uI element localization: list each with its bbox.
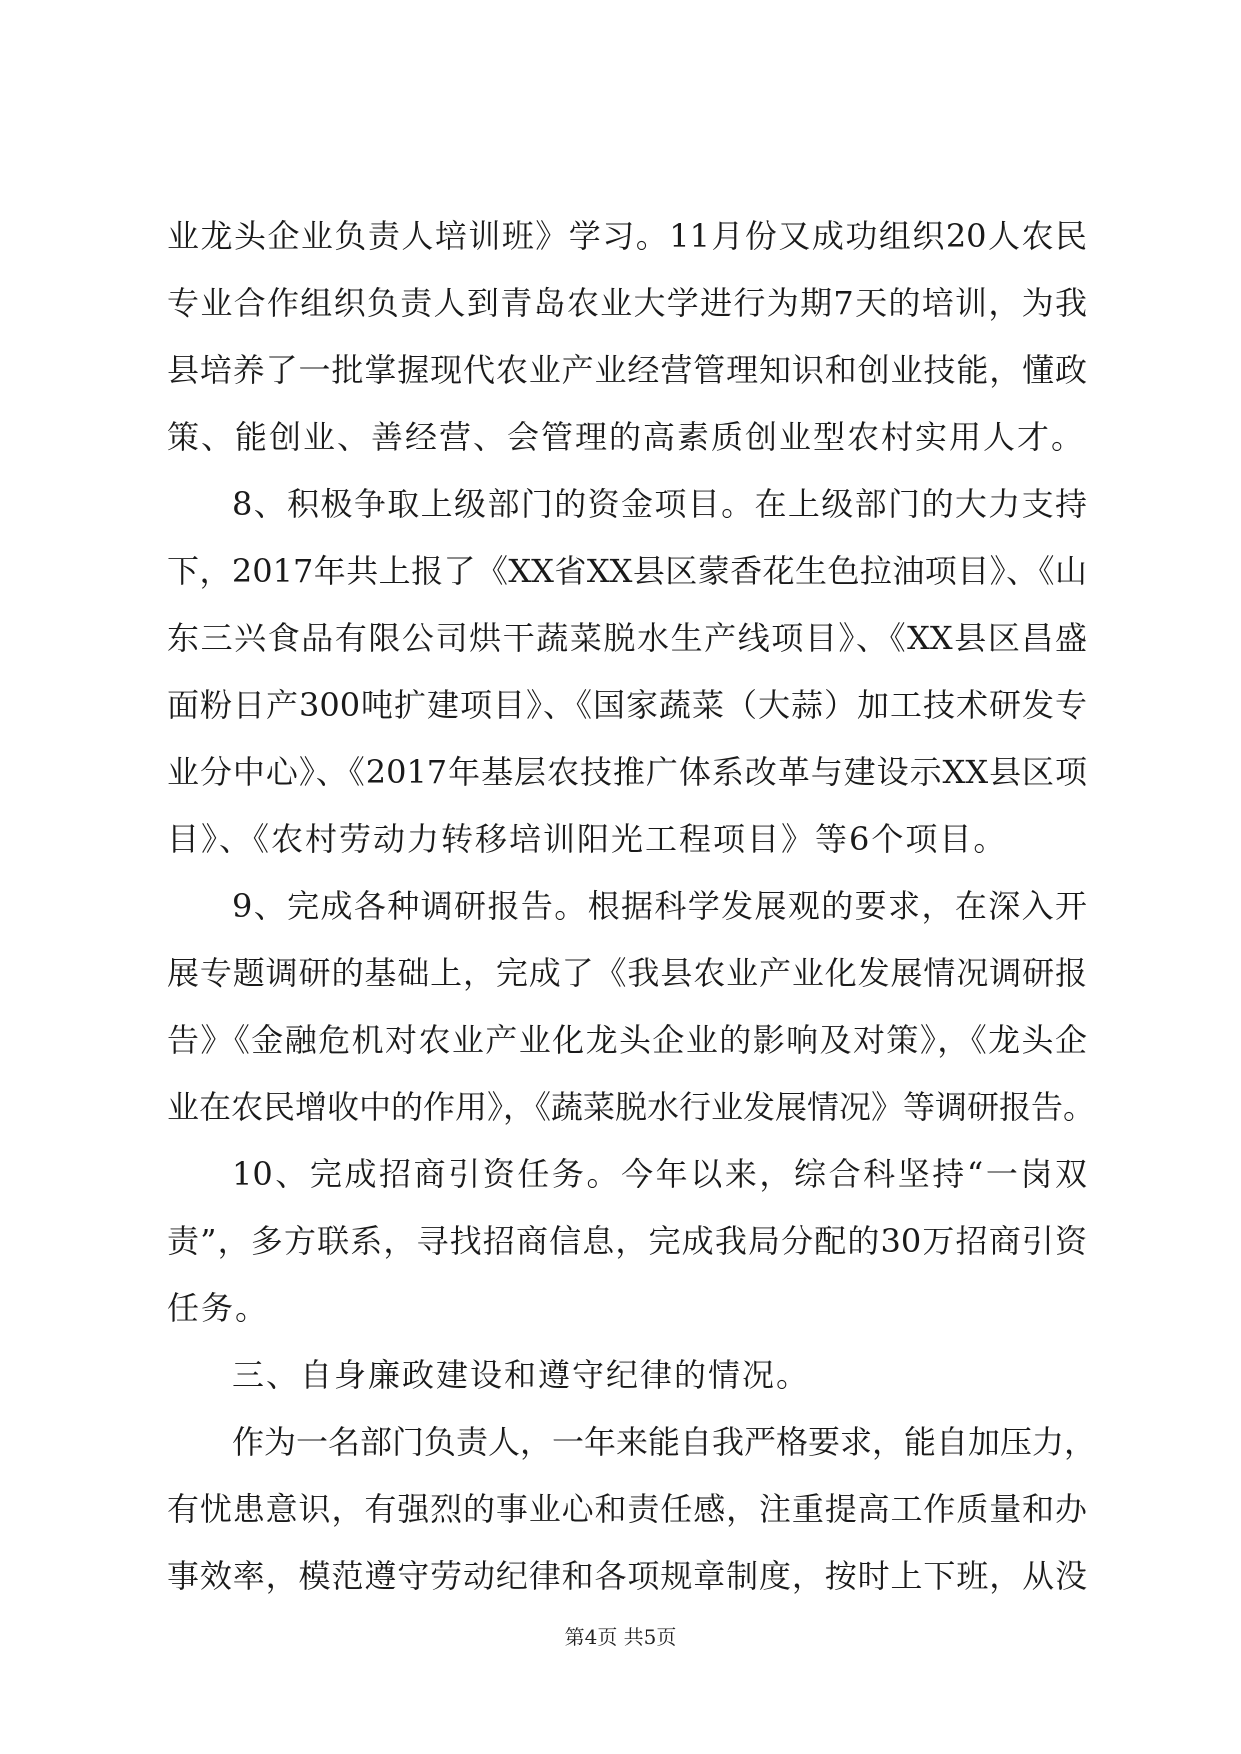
text-line: 目》、《农村劳动力转移培训阳光工程项目》等6个项目。: [167, 820, 1008, 858]
text-line: 东三兴食品有限公司烘干蔬菜脱水生产线项目》、《XX县区昌盛: [167, 619, 1087, 657]
paragraph-10-heading-line: 10、完成招商引资任务。今年以来，综合科坚持“一岗双: [232, 1155, 1087, 1193]
section-three-heading: 三、自身廉政建设和遵守纪律的情况。: [232, 1356, 811, 1394]
text-line: 责”，多方联系，寻找招商信息，完成我局分配的30万招商引资: [167, 1222, 1087, 1260]
page-number-footer: 第4页 共5页: [564, 1625, 677, 1649]
text-line: 任务。: [167, 1289, 270, 1327]
text-line: 专业合作组织负责人到青岛农业大学进行为期7天的培训，为我: [167, 284, 1087, 322]
text-line: 展专题调研的基础上，完成了《我县农业产业化发展情况调研报: [167, 954, 1087, 992]
text-line: 业分中心》、《2017年基层农技推广体系改革与建设示XX县区项: [167, 753, 1087, 791]
paragraph-9-heading-line: 9、完成各种调研报告。根据科学发展观的要求，在深入开: [232, 887, 1087, 925]
text-line: 作为一名部门负责人，一年来能自我严格要求，能自加压力，: [232, 1423, 1097, 1461]
text-line: 事效率，模范遵守劳动纪律和各项规章制度，按时上下班，从没: [167, 1557, 1087, 1595]
text-line: 业在农民增收中的作用》，《蔬菜脱水行业发展情况》等调研报告。: [167, 1088, 1096, 1126]
text-line: 业龙头企业负责人培训班》学习。11月份又成功组织20人农民: [167, 217, 1087, 255]
text-line: 策、能创业、善经营、会管理的高素质创业型农村实用人才。: [167, 418, 1086, 456]
text-line: 告》《金融危机对农业产业化龙头企业的影响及对策》，《龙头企: [167, 1021, 1087, 1059]
paragraph-8-heading-line: 8、积极争取上级部门的资金项目。在上级部门的大力支持: [232, 485, 1087, 523]
text-line: 面粉日产300吨扩建项目》、《国家蔬菜（大蒜）加工技术研发专: [167, 686, 1087, 724]
text-line: 有忧患意识，有强烈的事业心和责任感，注重提高工作质量和办: [167, 1490, 1087, 1528]
text-line: 下，2017年共上报了《XX省XX县区蒙香花生色拉油项目》、《山: [167, 552, 1087, 590]
text-line: 县培养了一批掌握现代农业产业经营管理知识和创业技能，懂政: [167, 351, 1087, 389]
